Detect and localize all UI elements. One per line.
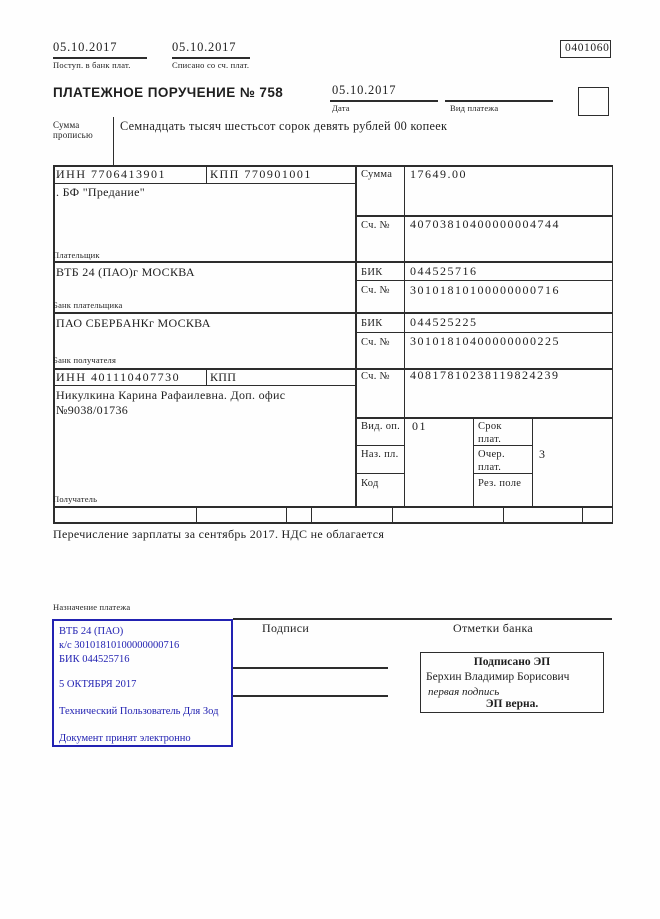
- stamp-user: Технический Пользователь Для Зод: [59, 706, 219, 717]
- payer-account-label: Сч. №: [361, 220, 390, 231]
- form-code: 0401060: [565, 42, 610, 54]
- beneficiary-bank-bik-label: БИК: [361, 318, 383, 329]
- purpose-text: Перечисление зарплаты за сентябрь 2017. НДС не облагается: [53, 527, 385, 541]
- document-title: ПЛАТЕЖНОЕ ПОРУЧЕНИЕ № 758: [53, 85, 284, 100]
- table-line: [53, 385, 355, 386]
- payer-bank-bik: 044525716: [410, 264, 478, 278]
- priority-label: Очер. плат.: [478, 449, 505, 473]
- received-date-underline: [53, 57, 147, 59]
- written-off-date: 05.10.2017: [172, 40, 237, 54]
- payment-kind-box: [578, 87, 609, 116]
- esign-signed-label: Подписано ЭП: [473, 656, 551, 668]
- table-line: [53, 312, 613, 314]
- stamp-date: 5 ОКТЯБРЯ 2017: [59, 679, 137, 690]
- payer-section-label: Плательщик: [53, 250, 100, 260]
- bank-electronic-stamp: [52, 619, 233, 747]
- purpose-section-label: Назначение платежа: [53, 602, 131, 612]
- operation-type-label: Вид. оп.: [361, 421, 401, 432]
- table-line: [53, 522, 613, 524]
- table-line: [355, 445, 405, 446]
- payer-bank-name: ВТБ 24 (ПАО)г МОСКВА: [56, 265, 195, 279]
- priority-value: 3: [539, 447, 546, 461]
- beneficiary-inn: ИНН 401110407730: [56, 370, 181, 384]
- table-line: [404, 165, 405, 507]
- table-line: [355, 417, 613, 419]
- stamp-accepted: Документ принят электронно: [59, 733, 191, 744]
- amount-words-label: Сумма прописью: [53, 120, 93, 141]
- beneficiary-bank-account: 30101810400000000225: [410, 334, 560, 348]
- payer-inn: ИНН 7706413901: [56, 167, 166, 181]
- table-line: [503, 507, 504, 523]
- received-date: 05.10.2017: [53, 40, 118, 54]
- table-line: [286, 507, 287, 523]
- amount-words-value: Семнадцать тысяч шестьсот сорок девять рублей 00 копеек: [120, 119, 448, 133]
- payer-bank-account: 30101810100000000716: [410, 283, 560, 297]
- date-label: Дата: [332, 103, 350, 113]
- operation-type-value: 01: [412, 419, 427, 433]
- table-line: [206, 368, 207, 385]
- payment-term-label: Срок плат.: [478, 421, 502, 445]
- table-line: [532, 417, 533, 507]
- payment-kind-underline: [445, 100, 553, 102]
- footer-top-line: [233, 618, 612, 620]
- received-date-label: Поступ. в банк плат.: [53, 60, 131, 70]
- table-line: [355, 165, 357, 507]
- esign-stamp: [420, 652, 604, 713]
- table-line: [473, 417, 474, 507]
- bank-marks-heading: Отметки банка: [453, 621, 534, 635]
- signature-line: [233, 667, 388, 669]
- payer-account: 40703810400000004744: [410, 217, 560, 231]
- table-line: [355, 280, 613, 281]
- signature-line: [233, 695, 388, 697]
- beneficiary-bank-bik: 044525225: [410, 315, 478, 329]
- payer-bank-section-label: Банк плательщика: [53, 300, 123, 310]
- beneficiary-account: 40817810238119824239: [410, 368, 560, 382]
- stamp-corr-account: к/с 30101810100000000716: [59, 640, 180, 651]
- beneficiary-section-label: Получатель: [53, 494, 98, 504]
- written-off-date-label: Списано со сч. плат.: [172, 60, 250, 70]
- table-line: [196, 507, 197, 523]
- document-date: 05.10.2017: [332, 83, 397, 97]
- beneficiary-bank-section-label: Банк получателя: [53, 355, 117, 365]
- amount-label: Сумма: [361, 169, 393, 180]
- table-line: [53, 183, 355, 184]
- amount-words-divider: [113, 117, 114, 165]
- code-label: Код: [361, 478, 379, 489]
- table-line: [355, 332, 613, 333]
- table-line: [53, 506, 613, 508]
- form-code-box: [560, 40, 611, 58]
- payer-bank-bik-label: БИК: [361, 267, 383, 278]
- table-line: [206, 165, 207, 183]
- table-line: [392, 507, 393, 523]
- payer-bank-account-label: Сч. №: [361, 285, 390, 296]
- amount-value: 17649.00: [410, 167, 467, 181]
- beneficiary-bank-account-label: Сч. №: [361, 337, 390, 348]
- date-underline: [330, 100, 438, 102]
- beneficiary-bank-name: ПАО СБЕРБАНКг МОСКВА: [56, 316, 211, 330]
- table-line: [612, 165, 614, 523]
- payer-name: . БФ "Предание": [56, 185, 145, 199]
- stamp-bik: БИК 044525716: [59, 654, 130, 665]
- beneficiary-account-label: Сч. №: [361, 371, 390, 382]
- esign-signer-name: Берхин Владимир Борисович: [426, 671, 570, 683]
- table-line: [53, 261, 613, 263]
- written-off-date-underline: [172, 57, 250, 59]
- signatures-heading: Подписи: [262, 621, 310, 635]
- reserve-field-label: Рез. поле: [478, 478, 522, 489]
- beneficiary-name: Никулкина Карина Рафаилевна. Доп. офис №9038/01736: [56, 388, 286, 417]
- esign-signature-kind: первая подпись: [428, 686, 500, 698]
- table-line: [582, 507, 583, 523]
- table-line: [53, 165, 55, 523]
- beneficiary-kpp-label: КПП: [210, 370, 237, 384]
- esign-valid-label: ЭП верна.: [485, 698, 539, 710]
- table-line: [355, 473, 405, 474]
- payer-kpp: КПП 770901001: [210, 167, 312, 181]
- payment-kind-label: Вид платежа: [450, 103, 499, 113]
- table-line: [311, 507, 312, 523]
- stamp-bank-name: ВТБ 24 (ПАО): [59, 626, 124, 637]
- purpose-code-label: Наз. пл.: [361, 449, 399, 460]
